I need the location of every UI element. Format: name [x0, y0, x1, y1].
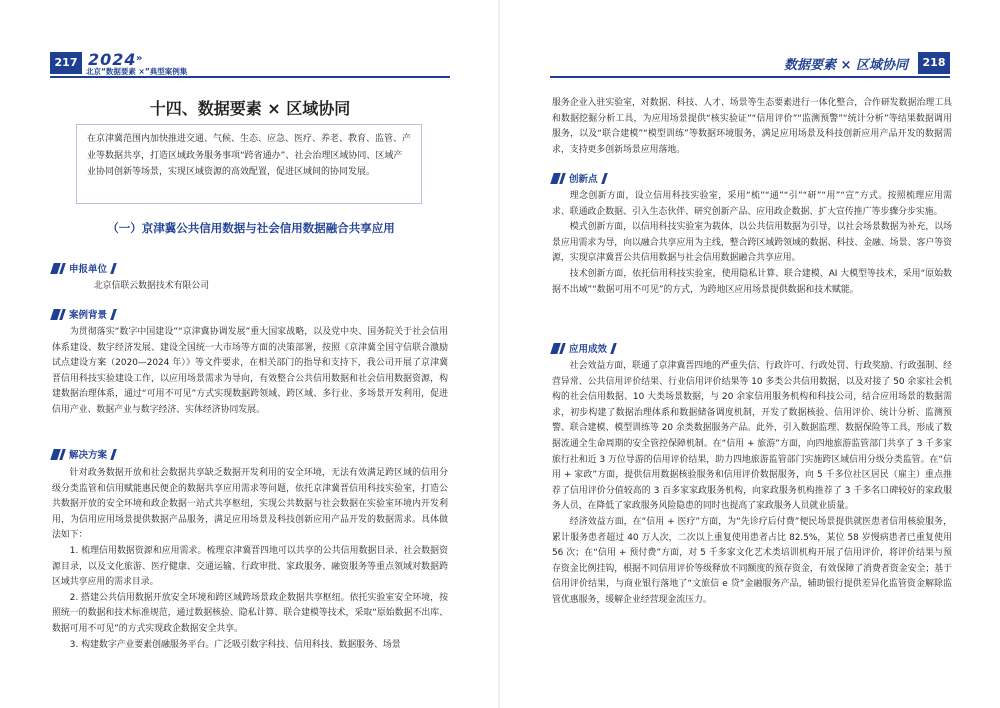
section-tag-applicant — [52, 260, 115, 276]
tag-label: 创新点 — [569, 174, 598, 185]
continuation-text: 服务企业入驻实验室，对数据、科技、人才、场景等生态要素进行一体化整合，合作研发数据治理工具和数据挖掘分析工具，为应用场景提供“核实验证”“信用评价”“监测预警”“统计分析”等结果数据调用服务，以及“联合建模”“模型训练”等数据环境服务，满足应用场景及科技创新应用产品开发的数据需求，支持更多创新场景应用落地。 — [552, 98, 952, 155]
section-tag-background — [52, 306, 115, 322]
tag-label: 案例背景 — [69, 310, 108, 321]
results-text — [552, 359, 952, 609]
paragraph: 3. 构建数字产业要素创融服务平台。广泛吸引数字科技、信用科技、数据服务、场景 — [69, 639, 401, 650]
paragraph: 经济效益方面，在“信用 + 医疗”方面，为“先诊疗后付费”便民场景提供就医患者信用核验服务，累计服务患者超过 40 万人次，二次以上重复使用患者占比 82.5%，某位 58 岁慢病患者已重复使用 56 次；在“信用 + 预付费”方面，对 5 千多家文化艺术类培训机构开展了信用评价，将评价结果与预存资金比例挂钩，根据不同信用评价等级释放不同额度的预存资金，有效保障了消费者资金安全；基于信用评价结果，与商业银行落地了“文旅信 e 贷”金融服务产品，辅助银行提供差异化监管资金解除监管优惠服务，缓解企业经营现金流压力。 — [552, 516, 952, 605]
chapter-title: 十四、数据要素 × 区域协同 — [149, 99, 351, 118]
background-text: 为贯彻落实“数字中国建设”“京津冀协调发展”重大国家战略，以及党中央、国务院关于社会信用体系建设、数字经济发展、建设全国统一大市场等方面的决策部署，按照《京津冀全国守信联合激励试点建设方案（2020—2024 年）》等文件要求，在相关部门的指导和支持下，我公司开展了京津冀晋信用科技实验建设工作，以应用场景需求为导向，有效整合公共信用数据和社会信用数据资源，构建数据治理体系，通过“可用不可见”方式实现数据跨领域、跨区域、多行业、多场景开发利用，促进信用产业、数据产业与数字经济、实体经济协同发展。 — [52, 327, 448, 415]
tag-marker-icon — [610, 343, 617, 354]
paragraph: 模式创新方面，以信用科技实验室为载体，以公共信用数据为引导，以社会场景数据为补充，以场景应用需求为导，向以融合共享应用为主线，整合跨区域跨领域的数据、科技、金融、场景、客户等资源，实现京津冀晋公共信用数据与社会信用数据融合共享应用。 — [552, 222, 952, 264]
tag-marker-icon — [110, 309, 117, 320]
paragraph: 社会效益方面，联通了京津冀晋四地的严重失信、行政许可、行政处罚、行政奖励、行政强制、经营异常、公共信用评价结果、行业信用评价结果等 10 多类公共信用数据，以及对接了 50 余家社会机构的社会信用数据、10 大类场景数据，与 20 余家信用服务机构和科技公司，结合应用场景的数据需求，初步构建了数据治理体系和数据储备调度机制，开发了数据核验、信用评价、统计分析、监测预警、联合建模、模型训练等 20 余类数据服务产品。此外，引入数据监理、数据保险等工具，形成了数据流通全生命周期的安全管控保障机制。在“信用 + 旅游”方面，向四地旅游监管部门共享了 3 千多家旅行社和近 3 万位导游的信用评价结果，助力四地旅游监管部门实施跨区域信用分级分类监管。在“信用 + 家政”方面，提供信用数据核验服务和信用评价数据服务，向 5 千多位社区居民（雇主）重点推荐了信用评价分值较高的 3 百多家家政服务机构，向家政服务机构推荐了 3 千多名口碑较好的家政服务人员，在降低了家政服务风险隐患的同时也提高了家政服务人员就业质量。 — [552, 361, 952, 512]
right-page — [500, 0, 1000, 708]
tag-label: 应用成效 — [569, 344, 608, 355]
paragraph: 2. 搭建公共信用数据开放安全环境和跨区域跨场景政企数据共享枢纽。依托实验室安全环境，按照统一的数据和技术标准规范，通过数据核验、隐私计算、联合建模等技术，采取“原始数据不出库、数据可用不可见”的方式实现政企数据安全共享。 — [52, 592, 448, 634]
paragraph: 1. 梳理信用数据资源和应用需求。梳理京津冀晋四地可以共享的公共信用数据目录、社会数据资源目录，以及文化旅游、医疗健康、交通运输、行政审批、家政服务、融资服务等重点领域对数据跨区域共享应用的需求目录。 — [52, 545, 448, 588]
page-number: 217 — [50, 52, 82, 74]
header-title: 数据要素 × 区域协同 — [784, 58, 908, 73]
logo-subtitle: 北京“数据要素 ×”典型案例集 — [86, 67, 188, 76]
tag-label: 解决方案 — [69, 450, 108, 461]
paragraph: 理念创新方面，设立信用科技实验室，采用“梳”“通”“引”“研”“用”“宣”方式。按照梳理应用需求、联通政企数据、引入生态伙伴、研究创新产品、应用政企数据、扩大宣传推广等步骤分步实施。 — [552, 191, 952, 217]
applicant-text: 北京信联云数据技术有限公司 — [93, 281, 210, 291]
innovation-text — [552, 189, 952, 298]
tag-label: 申报单位 — [69, 264, 108, 275]
logo-year: 2024 — [88, 50, 137, 69]
section-tag-innovation — [552, 170, 606, 186]
section-title: （一）京津冀公共信用数据与社会信用数据融合共享应用 — [107, 221, 395, 235]
tag-marker-icon — [110, 263, 117, 274]
paragraph: 技术创新方面，依托信用科技实验室，使用隐私计算、联合建模、AI 大模型等技术，采用“原始数据不出域”“数据可用不可见”的方式，为跨地区应用场景提供数据和技术赋能。 — [552, 268, 952, 295]
solution-text — [52, 466, 448, 653]
tag-marker-icon — [601, 173, 608, 184]
header-rule — [550, 76, 950, 78]
page-number: 218 — [918, 52, 950, 74]
section-tag-solution — [52, 446, 115, 462]
header-rule — [50, 76, 450, 78]
paragraph: 针对政务数据开放和社会数据共享缺乏数据开发利用的安全环境，无法有效满足跨区域的信用分级分类监管和信用赋能惠民便企的数据共享应用需求等问题，依托京津冀晋信用科技实验室，打造公共数据开放的安全环境和政企数据一站式共享枢纽，实现公共数据与社会数据在实验室环境内开发利用，为信用应用场景提供数据产品服务，满足应用场景及科技创新应用产品开发的数据需求。具体做法如下： — [52, 468, 448, 541]
logo-arrows-icon: » — [136, 53, 143, 64]
section-tag-results — [552, 340, 615, 356]
intro-box: 在京津冀范围内加快推进交通、气候、生态、应急、医疗、养老、教育、监管、产业等数据共享，打造区域政务服务事项“跨省通办”、社会治理区域协同、区域产业协同创新等场景，实现区域资源的高效配置，促进区域间的协同发展。 — [76, 124, 422, 204]
tag-marker-icon — [110, 449, 117, 460]
